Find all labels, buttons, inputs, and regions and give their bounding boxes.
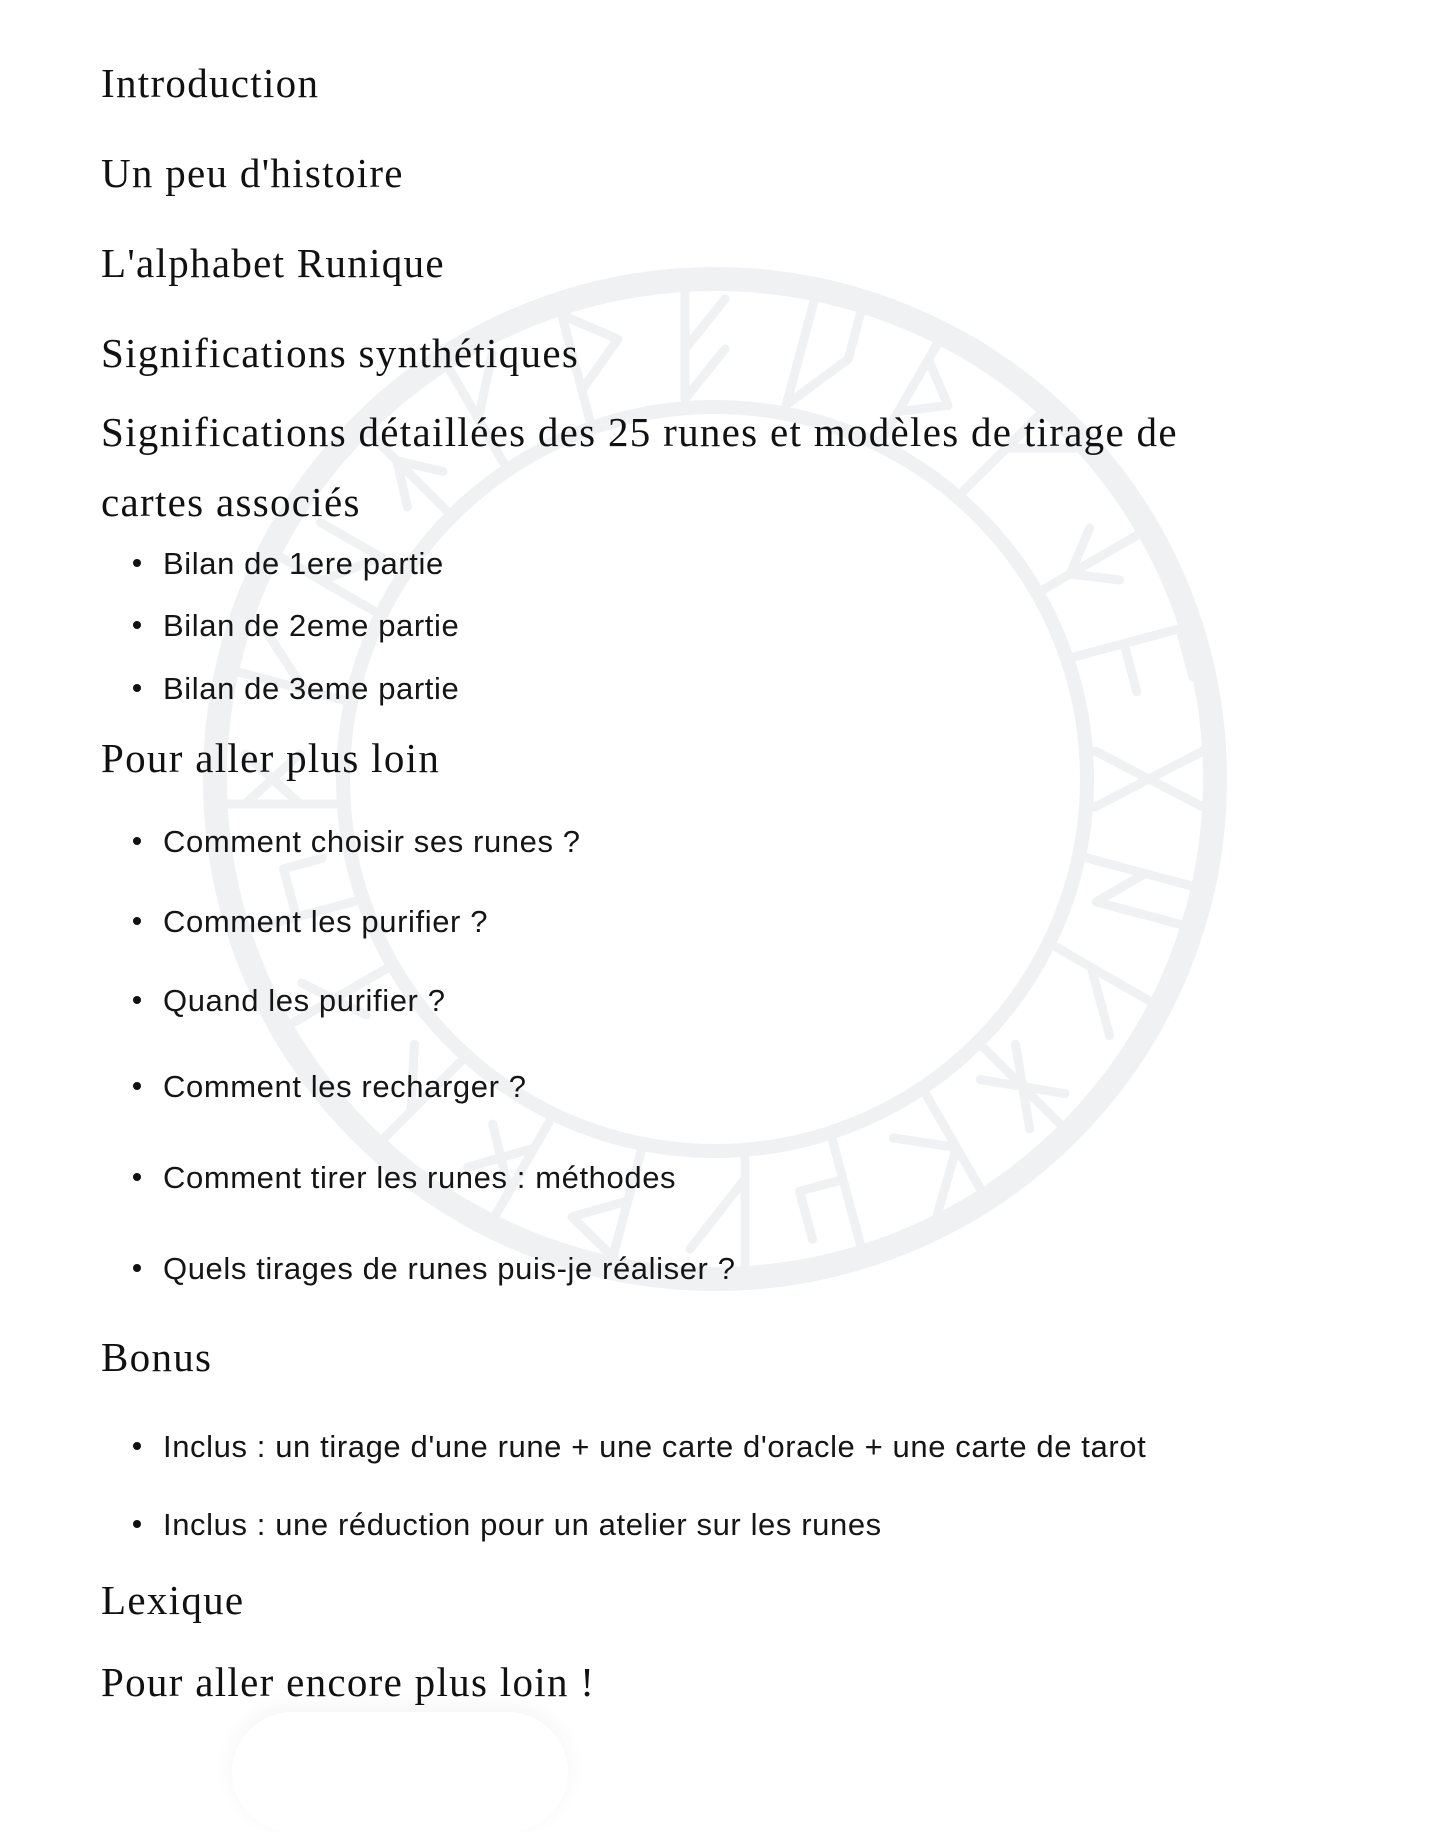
bullet-icon: [133, 837, 141, 845]
bullet-icon: [133, 1082, 141, 1090]
list-item-label: Comment les recharger ?: [163, 1069, 527, 1104]
list-item-draw-methods[interactable]: [133, 1162, 676, 1193]
heading-line: cartes associés: [101, 479, 361, 525]
bullet-icon: [133, 917, 141, 925]
list-item-label: Comment choisir ses runes ?: [163, 824, 581, 859]
list-item-recharge[interactable]: [133, 1071, 527, 1102]
list-item-label: Bilan de 1ere partie: [163, 546, 444, 581]
bullet-icon: [133, 1520, 141, 1528]
list-item-purify-when[interactable]: [133, 985, 446, 1016]
bullet-icon: [133, 559, 141, 567]
list-item-label: Inclus : une réduction pour un atelier sur les runes: [163, 1507, 882, 1542]
list-item-label: Quand les purifier ?: [163, 983, 446, 1018]
bullet-icon: [133, 996, 141, 1004]
list-item-bilan-2[interactable]: [133, 610, 459, 641]
list-item-label: Quels tirages de runes puis-je réaliser ?: [163, 1251, 736, 1286]
toc-heading-go-further[interactable]: Pour aller plus loin: [101, 735, 441, 781]
list-item-label: Comment les purifier ?: [163, 904, 489, 939]
list-item-label: Inclus : un tirage d'une rune + une carte d'oracle + une carte de tarot: [163, 1429, 1147, 1464]
toc-heading-lexicon[interactable]: Lexique: [101, 1577, 245, 1623]
list-item-bonus-discount[interactable]: [133, 1509, 882, 1540]
list-item-spreads[interactable]: [133, 1253, 736, 1284]
toc-heading-history[interactable]: Un peu d'histoire: [101, 150, 404, 196]
list-item-label: Comment tirer les runes : méthodes: [163, 1160, 677, 1195]
toc-heading-introduction[interactable]: Introduction: [101, 60, 320, 106]
bullet-icon: [133, 621, 141, 629]
toc-heading-detailed-meanings[interactable]: [101, 409, 1178, 525]
toc-heading-synthetic-meanings[interactable]: Significations synthétiques: [101, 330, 580, 376]
bullet-icon: [133, 1264, 141, 1272]
bullet-icon: [133, 1173, 141, 1181]
bullet-icon: [133, 1442, 141, 1450]
toc-heading-go-even-further[interactable]: Pour aller encore plus loin !: [101, 1659, 596, 1705]
list-item-choose-runes[interactable]: [133, 826, 581, 857]
list-item-label: Bilan de 2eme partie: [163, 608, 460, 643]
bullet-icon: [133, 684, 141, 692]
toc-heading-bonus[interactable]: Bonus: [101, 1334, 213, 1380]
partially-visible-button[interactable]: [232, 1712, 568, 1832]
heading-line: Significations détaillées des 25 runes et modèles de tirage de: [101, 409, 1178, 455]
toc-heading-runic-alphabet[interactable]: L'alphabet Runique: [101, 240, 445, 286]
list-item-bonus-reading[interactable]: [133, 1431, 1146, 1462]
list-item-purify-how[interactable]: [133, 906, 488, 937]
list-item-bilan-3[interactable]: [133, 673, 459, 704]
list-item-label: Bilan de 3eme partie: [163, 671, 460, 706]
list-item-bilan-1[interactable]: [133, 548, 444, 579]
